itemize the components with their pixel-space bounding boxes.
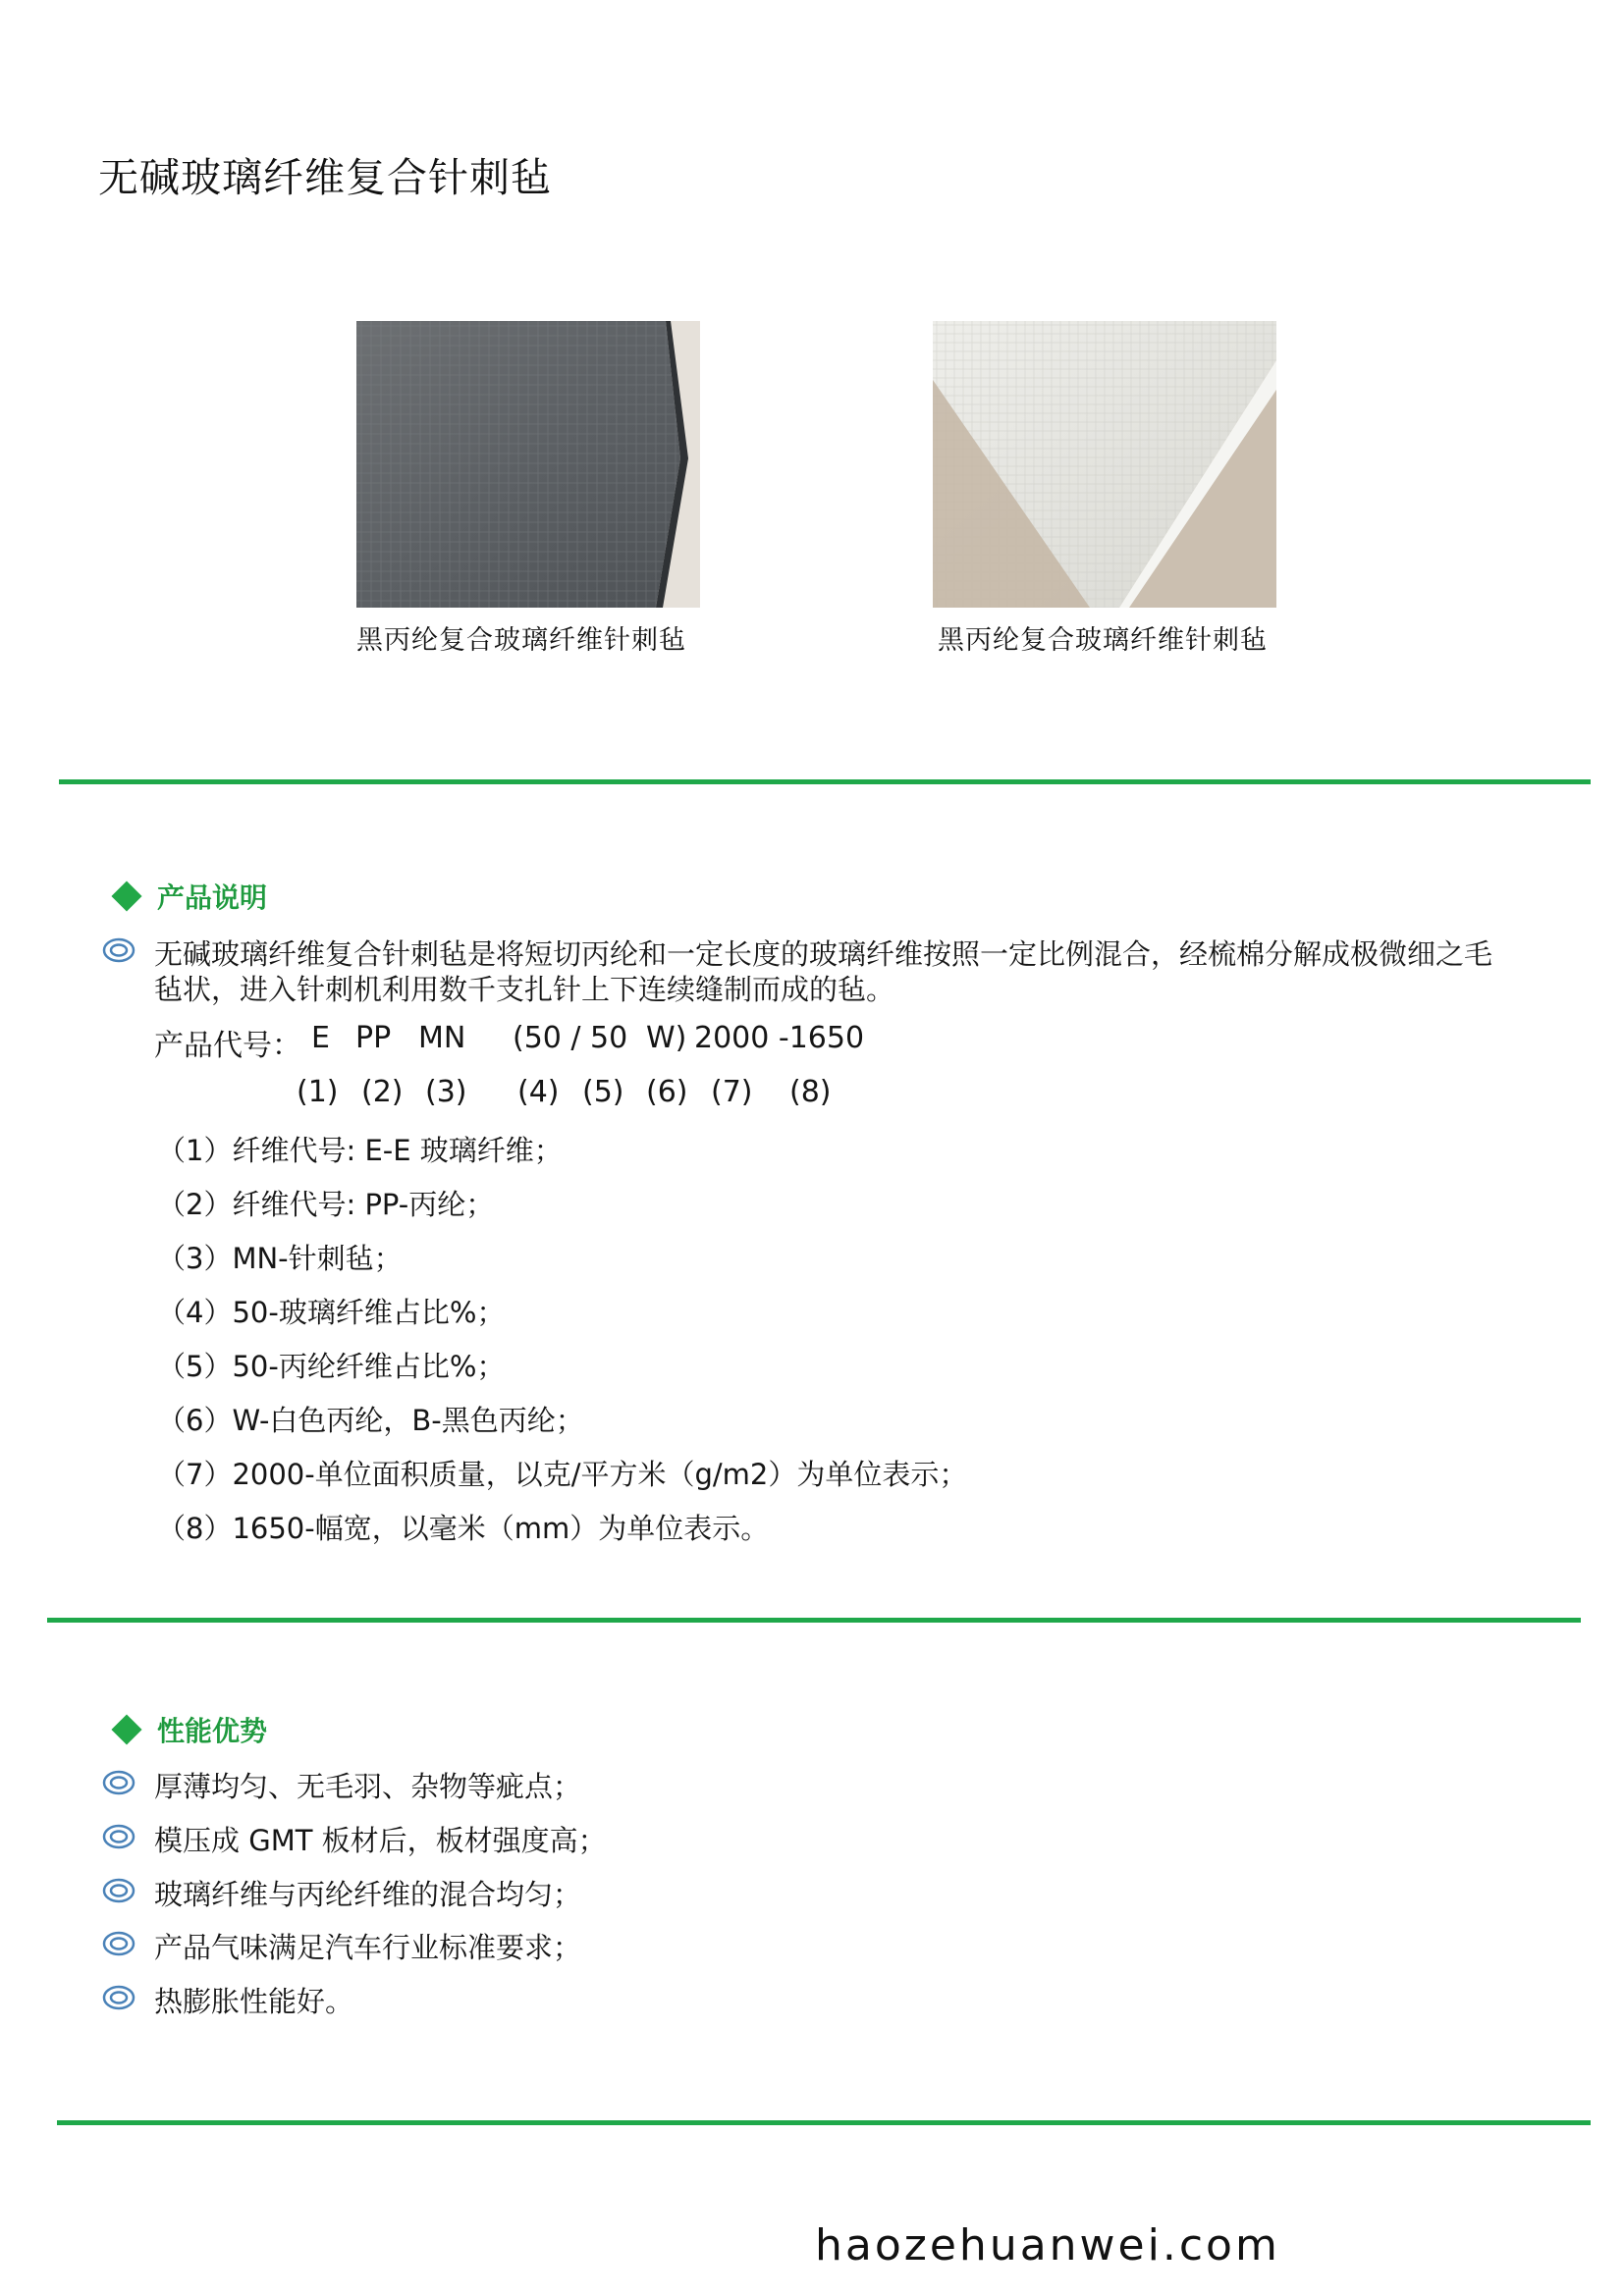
advantage-item: 产品气味满足汽车行业标准要求；	[154, 1931, 582, 1964]
code-part-1: E	[311, 1021, 330, 1055]
section-heading-text: 性能优势	[157, 1715, 268, 1747]
double-ring-bullet-icon	[102, 1770, 135, 1795]
section-heading-description	[108, 877, 267, 916]
code-item: （6）W-白色丙纶，B-黑色丙纶；	[157, 1404, 584, 1437]
double-ring-bullet-icon	[102, 1824, 135, 1849]
divider-line	[57, 2120, 1591, 2125]
code-number-5: (5)	[582, 1075, 624, 1109]
code-number-3: (3)	[425, 1075, 467, 1109]
code-number-2: (2)	[361, 1075, 404, 1109]
code-item: （5）50-丙纶纤维占比%；	[157, 1350, 506, 1383]
photo-caption-1: 黑丙纶复合玻璃纤维针刺毡	[356, 625, 686, 656]
advantage-item: 模压成 GMT 板材后，板材强度高；	[154, 1824, 607, 1857]
code-part-3: MN	[418, 1021, 466, 1055]
code-part-4: (50 / 50	[513, 1021, 628, 1055]
photo-black-felt	[356, 321, 700, 608]
double-ring-bullet-icon	[102, 1985, 135, 2010]
code-part-2: PP	[355, 1021, 392, 1055]
code-item: （1）纤维代号: E-E 玻璃纤维；	[157, 1134, 563, 1167]
divider-line	[59, 779, 1591, 784]
diamond-icon	[111, 1714, 141, 1744]
double-ring-bullet-icon	[102, 1931, 135, 1956]
advantage-item: 厚薄均匀、无毛羽、杂物等疵点；	[154, 1770, 582, 1803]
advantage-item: 玻璃纤维与丙纶纤维的混合均匀；	[154, 1878, 582, 1911]
code-number-4: (4)	[517, 1075, 560, 1109]
code-number-1: (1)	[297, 1075, 339, 1109]
divider-line	[47, 1618, 1581, 1623]
code-item: （7）2000-单位面积质量，以克/平方米（g/m2）为单位表示；	[157, 1458, 968, 1491]
double-ring-bullet-icon	[102, 937, 135, 963]
description-line-1: 无碱玻璃纤维复合针刺毡是将短切丙纶和一定长度的玻璃纤维按照一定比例混合，经梳棉分解成极微细之毛	[154, 937, 1493, 971]
code-label: 产品代号：	[154, 1029, 301, 1063]
code-part-5: W)	[646, 1021, 687, 1055]
photo-caption-2: 黑丙纶复合玻璃纤维针刺毡	[938, 625, 1268, 656]
page-title: 无碱玻璃纤维复合针刺毡	[98, 154, 552, 201]
footer-website: haozehuanwei.com	[815, 2220, 1280, 2270]
code-item: （4）50-玻璃纤维占比%；	[157, 1296, 506, 1329]
section-heading-text: 产品说明	[157, 881, 268, 914]
code-item: （8）1650-幅宽，以毫米（mm）为单位表示。	[157, 1512, 770, 1545]
code-number-7: (7)	[711, 1075, 753, 1109]
photo-white-felt	[933, 321, 1276, 608]
double-ring-bullet-icon	[102, 1878, 135, 1903]
description-line-2: 毡状，进入针刺机利用数千支扎针上下连续缝制而成的毡。	[154, 973, 895, 1006]
code-number-6: (6)	[646, 1075, 688, 1109]
section-heading-advantages	[108, 1710, 267, 1749]
advantage-item: 热膨胀性能好。	[154, 1985, 354, 2018]
code-part-6: 2000 -1650	[694, 1021, 865, 1055]
diamond-icon	[111, 881, 141, 911]
code-number-8: (8)	[789, 1075, 832, 1109]
code-item: （3）MN-针刺毡；	[157, 1242, 403, 1275]
code-item: （2）纤维代号: PP-丙纶；	[157, 1188, 495, 1221]
